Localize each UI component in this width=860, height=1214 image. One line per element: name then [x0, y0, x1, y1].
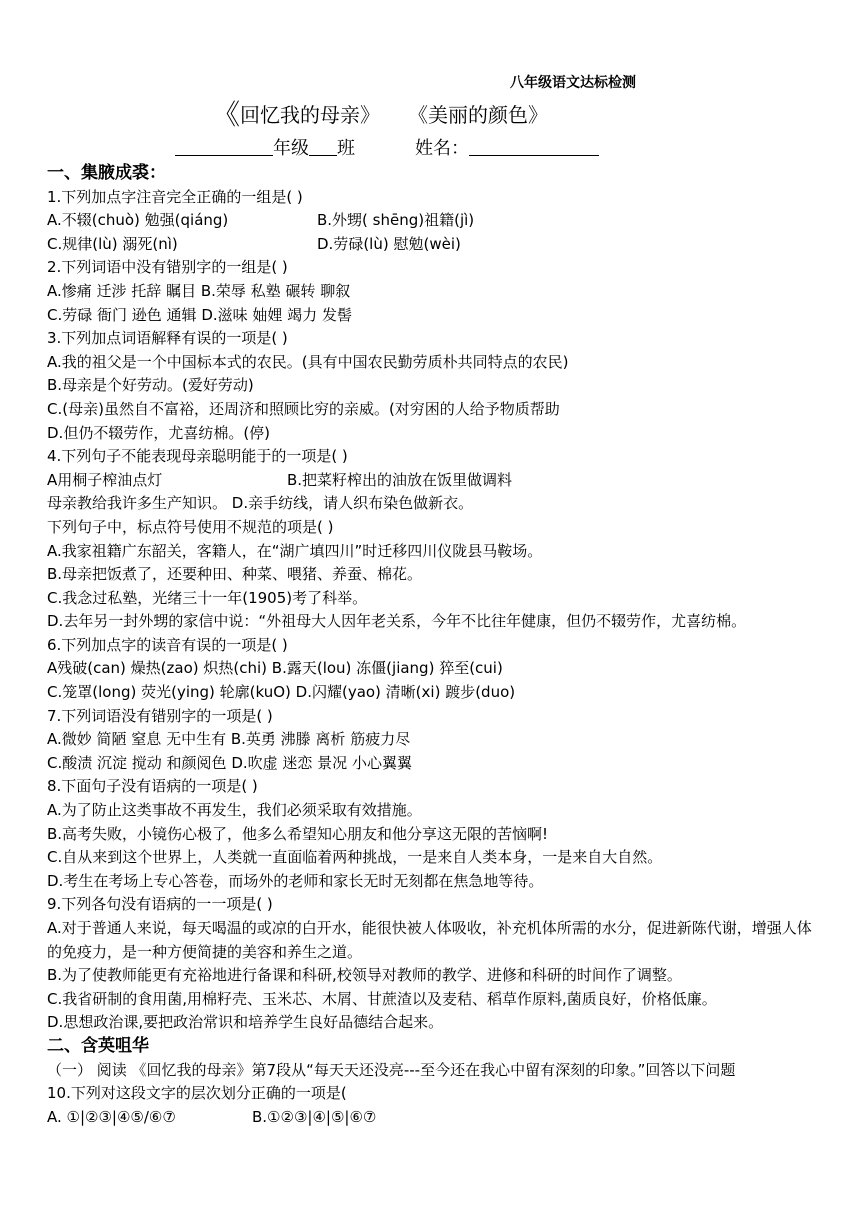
- q3-option-d: D.但仍不辍劳作，尤喜纺棉。(停): [47, 423, 271, 442]
- q2-row1: A.惨痛 迁涉 托辞 瞩目 B.荣辱 私塾 碾转 聊叙: [47, 281, 351, 300]
- q1-option-d: D.劳碌(lù) 慰勉(wèi): [317, 234, 461, 253]
- q7-stem: 7.下列词语没有错别字的一项是( ): [47, 706, 273, 725]
- q8-stem: 8.下面句子没有语病的一项是( ): [47, 777, 258, 796]
- q8-option-a: A.为了防止这类事故不再发生，我们必须采取有效措施。: [47, 801, 422, 820]
- section-title-1: 一、集腋成裘：: [47, 163, 166, 183]
- q8-option-b: B.高考失败，小镜伤心极了，他多么希望知心朋友和他分享这无限的苦恼啊!: [47, 824, 549, 843]
- q10-option-a: A. ①|②③|④⑤/⑥⑦: [47, 1107, 176, 1126]
- q4-option-b: B.把菜籽榨出的油放在饭里做调料: [287, 470, 513, 489]
- q5-option-c: C.我念过私塾，光绪三十一年(1905)考了科举。: [47, 588, 368, 607]
- q1-options-ab: [47, 209, 822, 233]
- exam-label: 八年级语文达标检测: [510, 75, 636, 91]
- exam-content: [47, 162, 822, 1129]
- q1-option-c: C.规律(lù) 溺死(nì): [47, 234, 178, 253]
- q7-row1: A.微妙 简陋 窒息 无中生有 B.英勇 沸滕 离析 筋疲力尽: [47, 730, 411, 749]
- section-title-2: 二、含英咀华: [47, 1035, 149, 1056]
- q7-row2: C.酸渍 沉淀 搅动 和颜阅色 D.吹虚 迷恋 景况 小心翼翼: [47, 753, 412, 772]
- q3-stem: 3.下列加点词语解释有误的一项是( ): [47, 329, 288, 348]
- q9-option-a: A.对于普通人来说，每天喝温的或凉的白开水，能很快被人体吸收，补充机体所需的水分，促进新陈代谢，增强人体的免疫力，是一种方便简捷的美容和养生之道。: [47, 919, 812, 961]
- q9-option-b: B.为了使教师能更有充裕地进行备课和科研,校领导对教师的教学、进修和科研的时间作了调整。: [47, 966, 682, 985]
- q9-option-d: D.思想政治课,要把政治常识和培养学生良好品德结合起来。: [47, 1013, 444, 1032]
- q5-option-d: D.去年另一封外甥的家信中说：“外祖母大人因年老关系，今年不比往年健康，但仍不辍劳作，尤喜纺棉。: [47, 612, 747, 631]
- q2-row2: C.劳碌 衙门 逊色 通辑 D.滋味 妯娌 竭力 发髻: [47, 305, 352, 324]
- reading-intro: （一） 阅读 《回忆我的母亲》第7段从“每天天还没亮---至今还在我心中留有深刻的印象。”回答以下问题: [47, 1060, 736, 1079]
- q4-options-ab: [47, 469, 822, 493]
- q6-row2: C.笼罩(long) 荧光(ying) 轮廓(kuO) D.闪耀(yao) 清晰(xi) 踱步(duo): [47, 683, 516, 702]
- q5-option-b: B.母亲把饭煮了，还要种田、种菜、喂猪、养蚕、棉花。: [47, 565, 423, 584]
- grade-blank[interactable]: [175, 137, 273, 156]
- name-blank[interactable]: [469, 137, 599, 156]
- q6-stem: 6.下列加点字的读音有误的一项是( ): [47, 635, 288, 654]
- q5-option-a: A.我家祖籍广东韶关，客籍人，在“湖广填四川”时迁移四川仪陇县马鞍场。: [47, 541, 543, 560]
- q3-option-a: A.我的祖父是一个中国标本式的农民。(具有中国农民勤劳质朴共同特点的农民): [47, 352, 569, 371]
- q4-stem: 4.下列句子不能表现母亲聪明能于的一项是( ): [47, 447, 348, 466]
- q10-stem: 10.下列对这段文字的层次划分正确的一项是(: [47, 1084, 347, 1103]
- q3-option-c: C.(母亲)虽然自不富裕，还周济和照顾比穷的亲威。(对穷困的人给予物质帮助: [47, 399, 560, 418]
- class-blank[interactable]: [309, 137, 337, 156]
- q3-option-b: B.母亲是个好劳动。(爱好劳动): [47, 376, 254, 395]
- q10-option-b: B.①②③|④|⑤|⑥⑦: [252, 1107, 377, 1126]
- q9-option-c: C.我省研制的食用菌,用棉籽壳、玉米芯、木屑、甘蔗渣以及麦秸、稻草作原料,菌质良好，价格低廉。: [47, 989, 717, 1008]
- page-title: [212, 93, 548, 133]
- title-open-bracket: 《: [212, 98, 241, 131]
- q5-stem: 下列句子中，标点符号使用不规范的项是( ): [47, 517, 334, 536]
- q10-options: [47, 1106, 822, 1130]
- q6-row1: A残破(can) 燥热(zao) 炽热(chi) B.露天(lou) 冻僵(jiang) 猝至(cui): [47, 659, 503, 678]
- q2-stem: 2.下列词语中没有错别字的一组是( ): [47, 258, 288, 277]
- grade-label: 年级: [273, 138, 309, 159]
- q8-option-d: D.考生在考场上专心答卷，而场外的老师和家长无时无刻都在焦急地等待。: [47, 871, 544, 890]
- q1-options-cd: [47, 233, 822, 257]
- class-label: 班: [337, 138, 355, 159]
- q8-option-c: C.自从来到这个世界上，人类就一直面临着两种挑战，一是来自人类本身，一是来自大自然。: [47, 848, 663, 867]
- q9-stem: 9.下列各句没有语病的一一项是( ): [47, 895, 273, 914]
- q4-options-cd: 母亲教给我许多生产知识。 D.亲手纺线，请人织布染色做新衣。: [47, 494, 474, 513]
- title-part2: 《美丽的颜色》: [408, 103, 549, 127]
- q1-option-a: A.不辍(chuò) 勉强(qiáng): [47, 211, 229, 230]
- q1-option-b: B.外甥( shēng)祖籍(jì): [317, 211, 475, 230]
- title-part1: 回忆我的母亲》: [240, 103, 381, 127]
- student-info-row: [175, 134, 599, 160]
- q1-stem: 1.下列加点字注音完全正确的一组是( ): [47, 187, 303, 206]
- q4-option-a: A用桐子榨油点灯: [47, 470, 163, 489]
- name-label: 姓名：: [415, 138, 469, 159]
